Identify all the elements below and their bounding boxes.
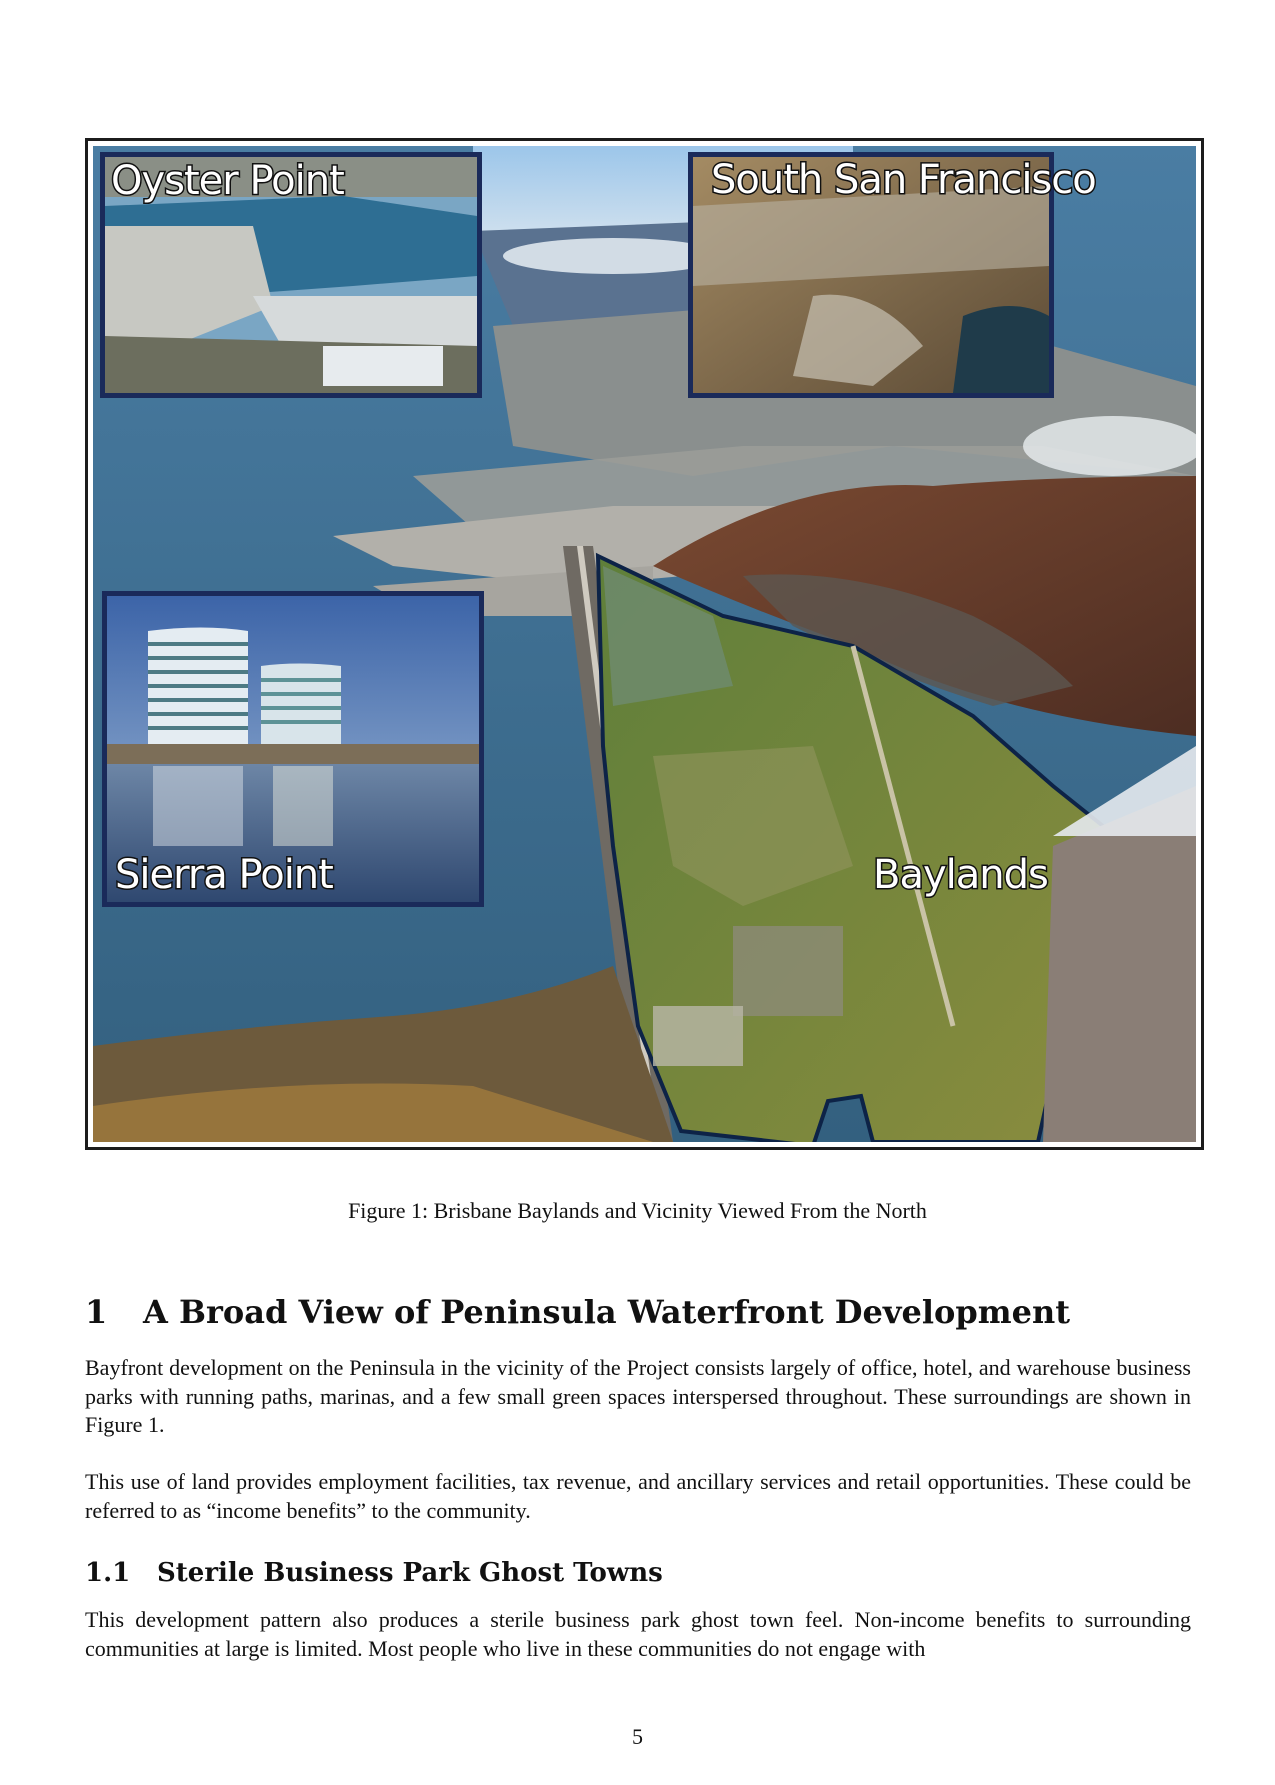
section-title: A Broad View of Peninsula Waterfront Development (143, 1293, 1070, 1331)
oyster-point-inset (100, 152, 482, 398)
figure-caption: Figure 1: Brisbane Baylands and Vicinity Viewed From the North (348, 1198, 927, 1223)
section-number: 1 (85, 1293, 108, 1331)
south-san-francisco-label: South San Francisco (711, 157, 1096, 203)
oyster-point-label: Oyster Point (111, 158, 344, 204)
section-heading (85, 1293, 1070, 1331)
aerial-figure (85, 138, 1204, 1150)
subsection-number: 1.1 (85, 1558, 131, 1588)
sierra-point-label: Sierra Point (115, 852, 333, 898)
sierra-point-inset (102, 591, 484, 907)
page-number: 5 (632, 1724, 643, 1749)
paragraph-2: This use of land provides employment facilities, tax revenue, and ancillary services and retail opportunities. These could be referred to as “income benefits” to the community. (85, 1469, 1191, 1523)
paragraph-1: Bayfront development on the Peninsula in the vicinity of the Project consists largely of office, hotel, and warehouse business parks with running paths, marinas, and a few small green spaces interspersed throughout. These surroundings are shown in Figure 1. (85, 1355, 1191, 1437)
subsection-title: Sterile Business Park Ghost Towns (157, 1558, 663, 1588)
paragraph-3: This development pattern also produces a sterile business park ghost town feel. Non-income benefits to surrounding communities at large is limited. Most people who live in these communities do not engage with (85, 1607, 1191, 1661)
south-san-francisco-inset (688, 152, 1096, 398)
aerial-photo (93, 146, 1196, 1142)
baylands-label: Baylands (873, 852, 1048, 898)
subsection-heading (85, 1558, 663, 1588)
